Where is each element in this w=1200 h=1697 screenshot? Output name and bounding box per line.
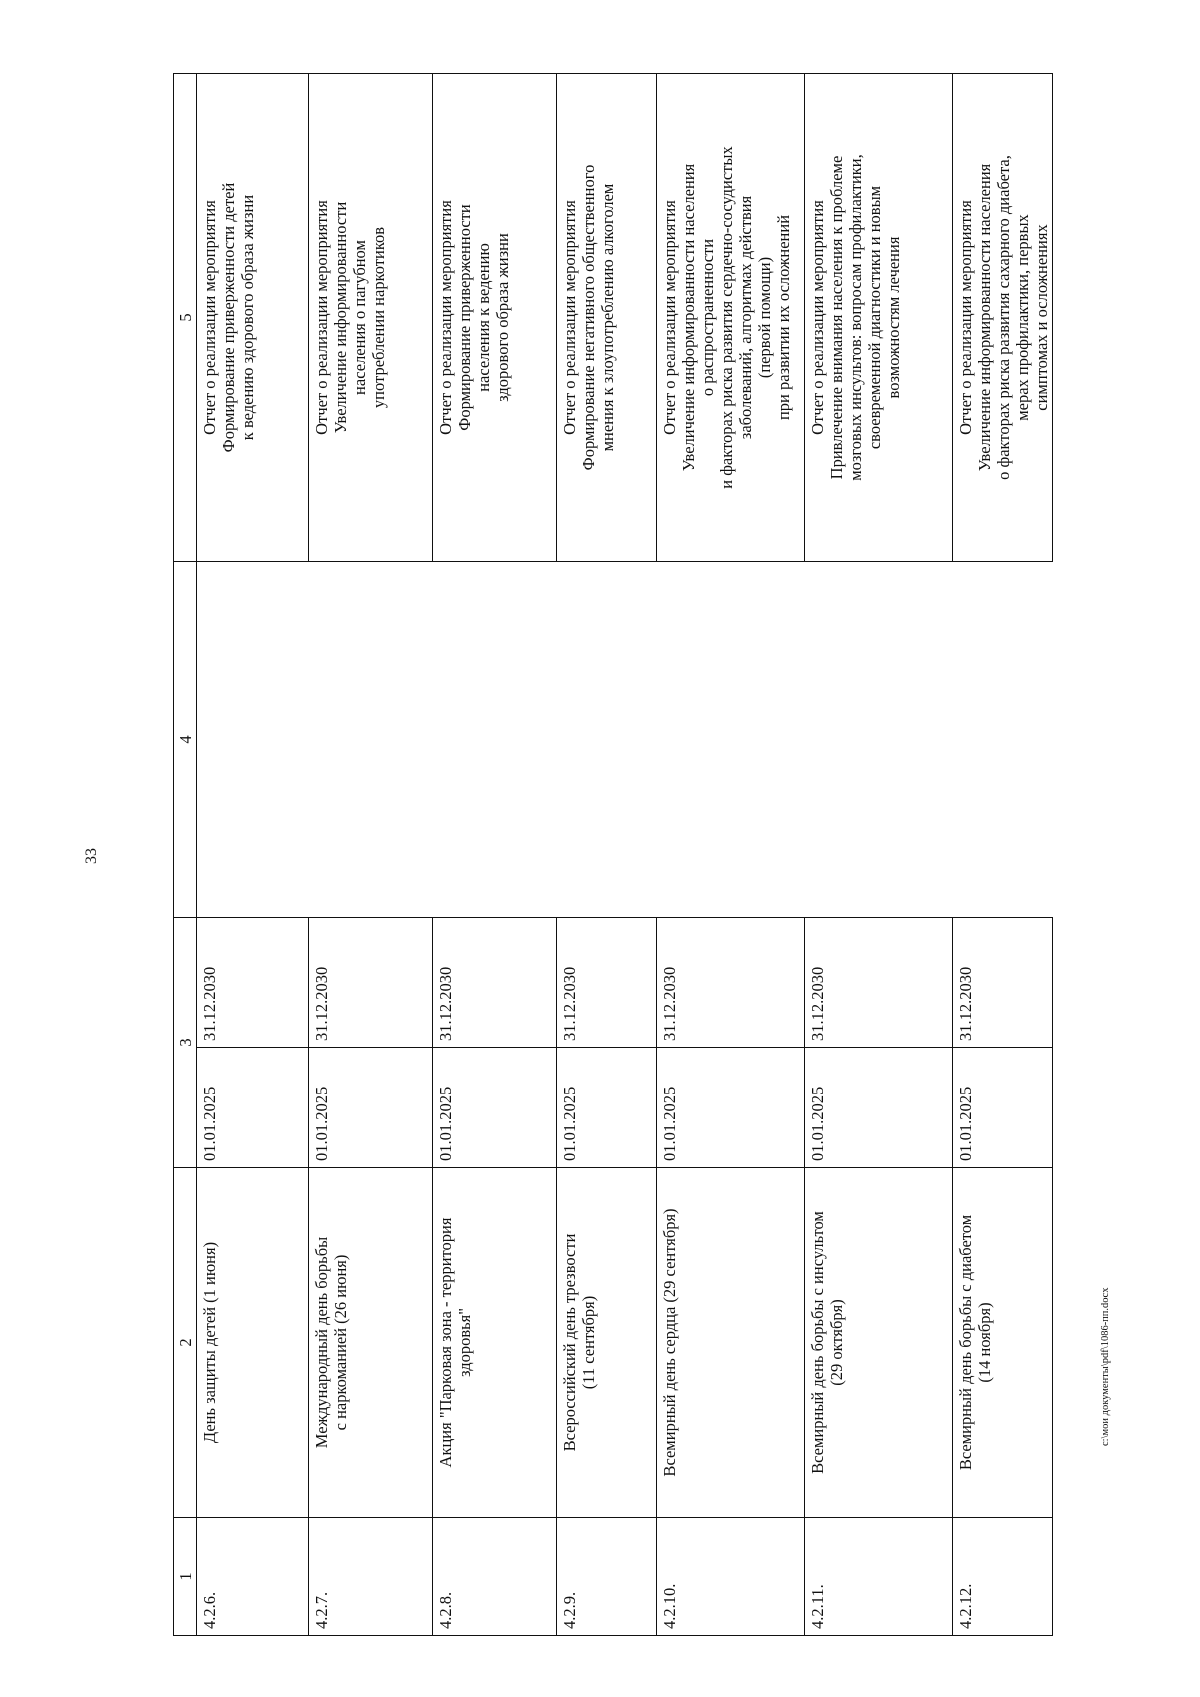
end-date-cell	[309, 918, 433, 1048]
header-col-3: 3	[174, 918, 197, 1168]
row-number-cell	[557, 1518, 657, 1636]
column-4-cell	[657, 562, 805, 918]
event-name-cell-text: Акция "Парковая зона - территория здоровья"	[436, 1217, 474, 1468]
event-name-cell	[657, 1168, 805, 1518]
row-number-cell	[433, 1518, 557, 1636]
start-date-cell	[953, 1048, 1053, 1168]
start-date-cell	[557, 1048, 657, 1168]
page-number: 33	[83, 848, 100, 864]
result-cell	[805, 74, 953, 562]
row-number-cell-text: 4.2.12.	[956, 1583, 975, 1629]
result-cell-text: Отчет о реализации мероприятия Формирование приверженности детей к ведению здорового образа жизни	[200, 182, 257, 453]
event-name-cell	[557, 1168, 657, 1518]
column-4-cell	[557, 562, 657, 918]
event-name-cell-text: Всемирный день борьбы с диабетом (14 ноября)	[956, 1214, 994, 1471]
table-body	[197, 74, 1053, 1636]
table-row	[433, 74, 557, 1636]
table-row	[657, 74, 805, 1636]
result-cell-text: Отчет о реализации мероприятия Формирование негативного общественного мнения к злоупотреблению алкоголем	[560, 164, 617, 471]
result-cell-text: Отчет о реализации мероприятия Увеличение информированности населения о факторах риска развития сахарного диабета, мерах профилактики, первых симптомах и осложнениях	[956, 155, 1051, 480]
start-date-cell-text: 01.01.2025	[200, 1086, 219, 1161]
column-4-cell	[309, 562, 433, 918]
end-date-cell-text: 31.12.2030	[312, 966, 331, 1041]
start-date-cell-text: 01.01.2025	[660, 1086, 679, 1161]
result-cell	[657, 74, 805, 562]
start-date-cell	[197, 1048, 309, 1168]
end-date-cell	[953, 918, 1053, 1048]
end-date-cell-text: 31.12.2030	[200, 966, 219, 1041]
result-cell	[197, 74, 309, 562]
result-cell	[309, 74, 433, 562]
start-date-cell	[433, 1048, 557, 1168]
row-number-cell-text: 4.2.7.	[312, 1591, 331, 1629]
table-row	[953, 74, 1053, 1636]
row-number-cell-text: 4.2.6.	[200, 1591, 219, 1629]
row-number-cell-text: 4.2.8.	[436, 1591, 455, 1629]
result-cell-text: Отчет о реализации мероприятия Привлечение внимания населения к проблеме мозговых инсультов: вопросам профилактики, своевременной диагностики и новым возможностям лечения	[808, 154, 903, 481]
end-date-cell	[433, 918, 557, 1048]
event-name-cell	[433, 1168, 557, 1518]
end-date-cell	[197, 918, 309, 1048]
start-date-cell-text: 01.01.2025	[436, 1086, 455, 1161]
header-col-2: 2	[174, 1168, 197, 1518]
row-number-cell	[657, 1518, 805, 1636]
table-row	[557, 74, 657, 1636]
event-name-cell-text: Всероссийский день трезвости (11 сентября)	[560, 1233, 598, 1452]
program-table-container	[173, 74, 1051, 1636]
event-name-cell-text: Всемирный день борьбы с инсультом (29 октября)	[808, 1211, 846, 1474]
header-col-4: 4	[174, 562, 197, 918]
result-cell	[433, 74, 557, 562]
start-date-cell-text: 01.01.2025	[808, 1086, 827, 1161]
end-date-cell	[657, 918, 805, 1048]
header-col-5: 5	[174, 74, 197, 562]
start-date-cell	[309, 1048, 433, 1168]
event-name-cell-text: Всемирный день сердца (29 сентября)	[660, 1208, 679, 1477]
event-name-cell	[197, 1168, 309, 1518]
event-name-cell	[953, 1168, 1053, 1518]
row-number-cell	[197, 1518, 309, 1636]
event-name-cell	[805, 1168, 953, 1518]
end-date-cell-text: 31.12.2030	[560, 966, 579, 1041]
result-cell-text: Отчет о реализации мероприятия Формирование приверженности населения к ведению здорового образа жизни	[436, 200, 512, 435]
row-number-cell-text: 4.2.10.	[660, 1583, 679, 1629]
result-cell	[557, 74, 657, 562]
footer-file-path: c:\мои документы\pdf\1086-пп.docx	[1100, 1287, 1111, 1446]
end-date-cell-text: 31.12.2030	[808, 966, 827, 1041]
program-table	[173, 73, 1053, 1636]
event-name-cell-text: День защиты детей (1 июня)	[200, 1241, 219, 1444]
end-date-cell	[805, 918, 953, 1048]
column-4-cell	[433, 562, 557, 918]
row-number-cell-text: 4.2.9.	[560, 1591, 579, 1629]
start-date-cell-text: 01.01.2025	[312, 1086, 331, 1161]
header-col-1: 1	[174, 1518, 197, 1636]
result-cell-text: Отчет о реализации мероприятия Увеличение информированности населения о пагубном употреблении наркотиков	[312, 200, 388, 435]
table-row	[309, 74, 433, 1636]
column-4-cell	[197, 562, 309, 918]
table-row	[197, 74, 309, 1636]
start-date-cell	[657, 1048, 805, 1168]
table-row	[805, 74, 953, 1636]
event-name-cell-text: Международный день борьбы с наркоманией (26 июня)	[312, 1236, 350, 1449]
row-number-cell	[309, 1518, 433, 1636]
column-4-cell	[805, 562, 953, 918]
row-number-cell	[805, 1518, 953, 1636]
end-date-cell	[557, 918, 657, 1048]
end-date-cell-text: 31.12.2030	[660, 966, 679, 1041]
end-date-cell-text: 31.12.2030	[436, 966, 455, 1041]
start-date-cell-text: 01.01.2025	[560, 1086, 579, 1161]
result-cell-text: Отчет о реализации мероприятия Увеличение информированности населения о распространенности и факторах риска развития сердечно-сосудистых заболеваний, алгоритмах действия (первой помощи) при развитии их осложнений	[660, 146, 793, 489]
table-header-row	[174, 74, 197, 1636]
end-date-cell-text: 31.12.2030	[956, 966, 975, 1041]
event-name-cell	[309, 1168, 433, 1518]
column-4-cell	[953, 562, 1053, 918]
row-number-cell-text: 4.2.11.	[808, 1584, 827, 1629]
start-date-cell	[805, 1048, 953, 1168]
result-cell	[953, 74, 1053, 562]
row-number-cell	[953, 1518, 1053, 1636]
start-date-cell-text: 01.01.2025	[956, 1086, 975, 1161]
